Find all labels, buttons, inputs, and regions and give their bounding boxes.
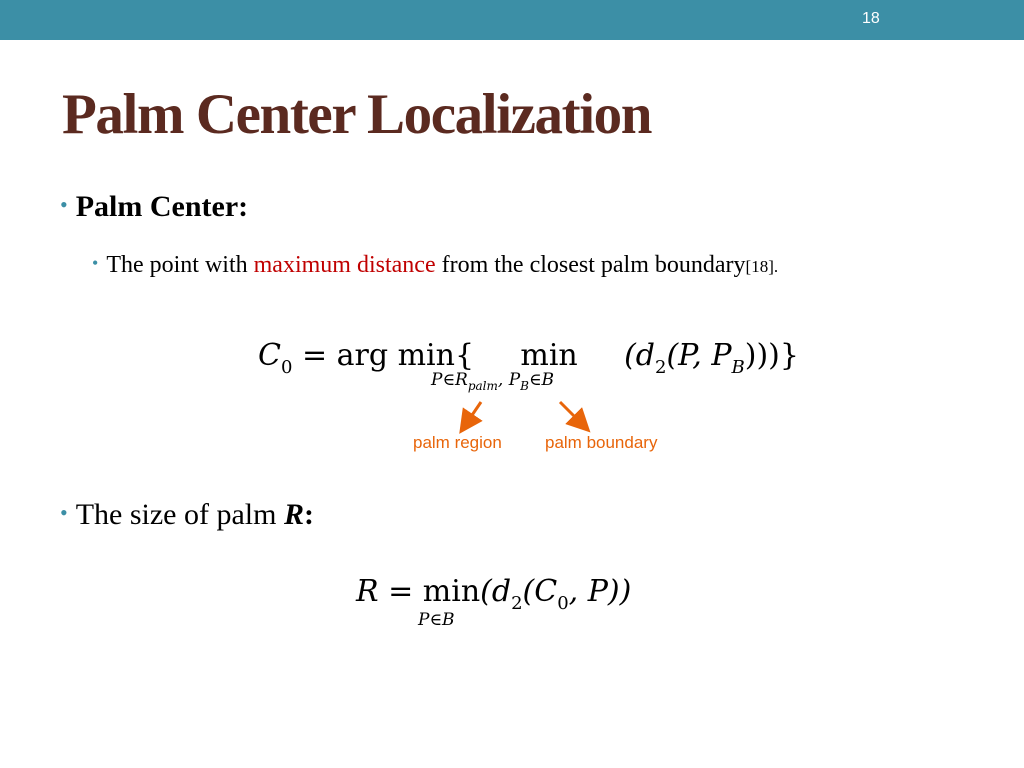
- equation-palm-size-subscript: P∈B: [418, 610, 455, 630]
- description-highlight: maximum distance: [253, 252, 436, 278]
- eq1-lhs: C: [258, 338, 281, 373]
- bullet-dot: •: [92, 253, 99, 273]
- slide-number: 18: [862, 10, 880, 27]
- eq1-body-post: (P, P: [666, 338, 732, 373]
- eq2-body-pre: (d: [480, 574, 512, 609]
- description-post: from the closest palm boundary: [435, 252, 746, 278]
- eq2-body-post: , P)): [568, 574, 632, 609]
- eq2-lhs: R: [356, 574, 379, 609]
- description-pre: The point with: [106, 252, 254, 278]
- eq1-under-palm: palm: [467, 379, 498, 393]
- equation-palm-size: [356, 574, 631, 614]
- eq1-under-end: ∈B: [528, 370, 555, 390]
- bullet-dot: •: [60, 500, 68, 525]
- eq1-under-rest: , P: [497, 370, 521, 390]
- eq2-body-sub: 2: [511, 593, 523, 614]
- eq1-body-sub: 2: [654, 357, 667, 378]
- palm-size-var: R: [283, 498, 304, 531]
- eq2-c-sub: 0: [557, 593, 569, 614]
- eq1-lhs-sub: 0: [280, 357, 293, 378]
- eq1-under-b-sub: B: [520, 379, 529, 393]
- eq1-min: min: [520, 338, 578, 373]
- eq1-pb-sub: B: [731, 357, 745, 378]
- eq2-body-mid: (C: [522, 574, 558, 609]
- eq1-close: )))}: [744, 338, 799, 373]
- citation-ref: [18].: [745, 257, 779, 276]
- bullet-label: Palm Center:: [75, 190, 249, 223]
- annotation-palm-region: palm region: [413, 433, 502, 452]
- bullet-palm-size: [60, 498, 314, 532]
- eq1-op: = arg min{: [292, 338, 475, 373]
- arrow-palm-region: [466, 402, 481, 424]
- slide-title: Palm Center Localization: [62, 83, 652, 146]
- eq1-body-pre: (d: [624, 338, 655, 373]
- eq2-op: = min: [378, 574, 481, 609]
- palm-size-pre: The size of palm: [75, 498, 284, 531]
- eq1-under: P∈R: [431, 370, 468, 390]
- bullet-dot: •: [60, 192, 68, 217]
- palm-size-colon: :: [303, 498, 314, 531]
- annotation-palm-boundary: palm boundary: [545, 433, 658, 452]
- arrow-palm-boundary: [560, 402, 582, 424]
